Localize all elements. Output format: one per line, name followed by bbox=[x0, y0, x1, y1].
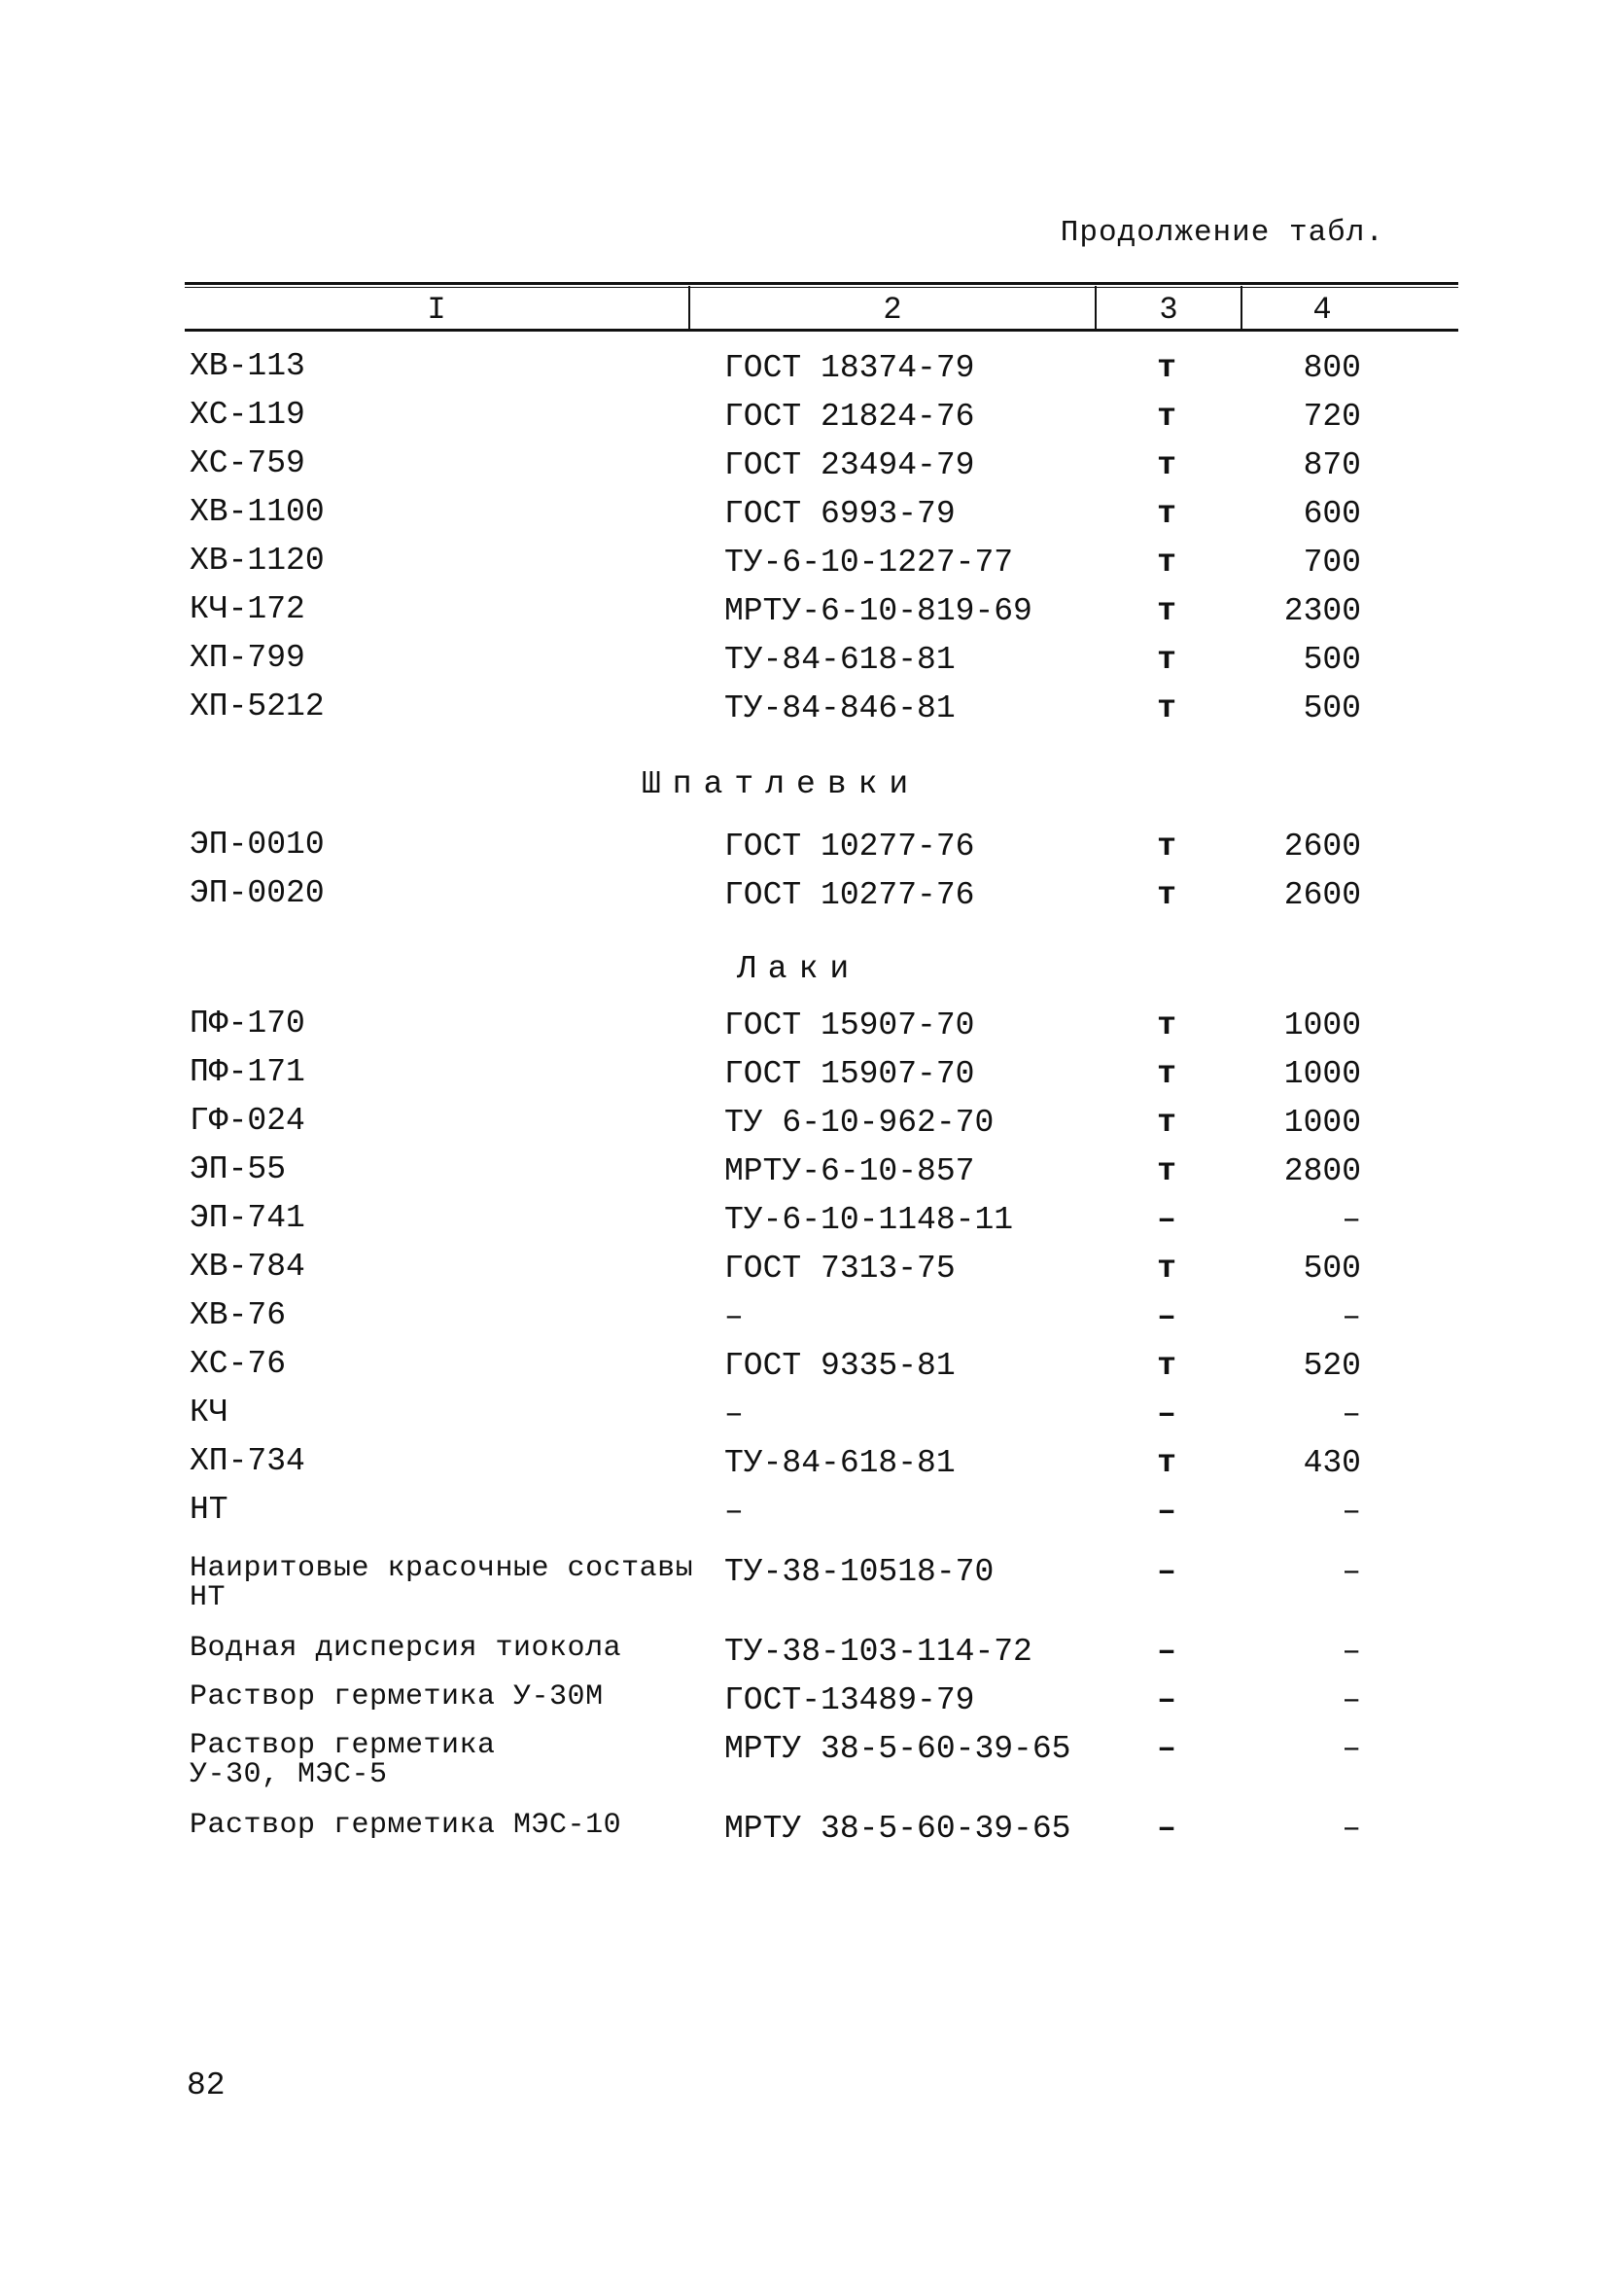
value: 1000 bbox=[1283, 1056, 1361, 1092]
unit: т bbox=[1157, 1445, 1176, 1481]
standard-doc: ТУ-6-10-1227-77 bbox=[724, 545, 1014, 581]
unit: – bbox=[1157, 1494, 1176, 1530]
unit: т bbox=[1157, 1348, 1176, 1384]
table-row bbox=[0, 1731, 1608, 1811]
value: 870 bbox=[1303, 447, 1361, 483]
product-name: Раствор герметика У-30М bbox=[190, 1680, 604, 1713]
value: 1000 bbox=[1283, 1007, 1361, 1043]
value: 520 bbox=[1303, 1348, 1361, 1384]
standard-doc: ТУ-84-618-81 bbox=[724, 642, 956, 678]
standard-doc: ГОСТ 15907-70 bbox=[724, 1056, 975, 1092]
standard-doc: ГОСТ 9335-81 bbox=[724, 1348, 956, 1384]
table-row bbox=[0, 1682, 1608, 1731]
unit: т bbox=[1157, 1153, 1176, 1189]
table-row bbox=[0, 593, 1608, 642]
product-name: Наиритовые красочные составы НТ bbox=[190, 1552, 694, 1614]
table-row bbox=[0, 1105, 1608, 1153]
product-name: ХС-759 bbox=[190, 445, 305, 481]
standard-doc: ТУ-38-10518-70 bbox=[724, 1554, 995, 1590]
product-name: КЧ bbox=[190, 1395, 228, 1431]
value: – bbox=[1342, 1494, 1361, 1530]
unit: т bbox=[1157, 1105, 1176, 1141]
table-row bbox=[0, 1202, 1608, 1251]
value: – bbox=[1342, 1554, 1361, 1590]
value: – bbox=[1342, 1396, 1361, 1432]
table-row bbox=[0, 1348, 1608, 1396]
unit: т bbox=[1157, 399, 1176, 435]
table-row bbox=[0, 829, 1608, 877]
column-header-4: 4 bbox=[1312, 292, 1332, 328]
product-name: ЭП-55 bbox=[190, 1151, 287, 1187]
standard-doc: МРТУ-6-10-857 bbox=[724, 1153, 975, 1189]
unit: – bbox=[1157, 1396, 1176, 1432]
table-row bbox=[0, 1445, 1608, 1494]
unit: – bbox=[1157, 1202, 1176, 1238]
value: 500 bbox=[1303, 690, 1361, 726]
unit: т bbox=[1157, 1251, 1176, 1287]
value: 2600 bbox=[1283, 877, 1361, 913]
product-name: ПФ-171 bbox=[190, 1054, 305, 1090]
table-row bbox=[0, 1554, 1608, 1634]
page-number: 82 bbox=[187, 2067, 226, 2103]
section-heading-varnish: Лаки bbox=[737, 951, 861, 987]
table-row bbox=[0, 1056, 1608, 1105]
unit: т bbox=[1157, 447, 1176, 483]
product-name: ХВ-1120 bbox=[190, 543, 325, 579]
unit: т bbox=[1157, 496, 1176, 532]
unit: – bbox=[1157, 1682, 1176, 1718]
column-header-1: I bbox=[427, 292, 446, 328]
unit: т bbox=[1157, 545, 1176, 581]
table-row bbox=[0, 1634, 1608, 1682]
value: 600 bbox=[1303, 496, 1361, 532]
unit: т bbox=[1157, 350, 1176, 386]
standard-doc: ГОСТ 23494-79 bbox=[724, 447, 975, 483]
standard-doc: ТУ-84-618-81 bbox=[724, 1445, 956, 1481]
continuation-heading: Продолжение табл. bbox=[1060, 216, 1384, 250]
unit: т bbox=[1157, 877, 1176, 913]
product-name: ХС-119 bbox=[190, 397, 305, 433]
standard-doc: ТУ-6-10-1148-11 bbox=[724, 1202, 1014, 1238]
value: – bbox=[1342, 1202, 1361, 1238]
product-name: ХВ-784 bbox=[190, 1249, 305, 1285]
standard-doc: – bbox=[724, 1299, 744, 1335]
standard-doc: МРТУ 38-5-60-39-65 bbox=[724, 1811, 1071, 1847]
value: – bbox=[1342, 1682, 1361, 1718]
table-row bbox=[0, 877, 1608, 926]
column-header-3: 3 bbox=[1159, 292, 1178, 328]
standard-doc: ГОСТ 10277-76 bbox=[724, 829, 975, 865]
table-row bbox=[0, 690, 1608, 739]
standard-doc: – bbox=[724, 1396, 744, 1432]
table-row bbox=[0, 350, 1608, 399]
table-row bbox=[0, 447, 1608, 496]
standard-doc: ГОСТ 6993-79 bbox=[724, 496, 956, 532]
standard-doc: МРТУ 38-5-60-39-65 bbox=[724, 1731, 1071, 1767]
value: – bbox=[1342, 1634, 1361, 1670]
table-header-bottom-rule bbox=[185, 329, 1458, 332]
section-heading-putty: Шпатлевки bbox=[642, 766, 921, 802]
unit: – bbox=[1157, 1811, 1176, 1847]
value: 500 bbox=[1303, 1251, 1361, 1287]
standard-doc: ГОСТ 7313-75 bbox=[724, 1251, 956, 1287]
product-name: ХП-799 bbox=[190, 640, 305, 676]
table-row bbox=[0, 1299, 1608, 1348]
standard-doc: МРТУ-6-10-819-69 bbox=[724, 593, 1032, 629]
product-name: ЭП-0010 bbox=[190, 827, 325, 863]
unit: – bbox=[1157, 1634, 1176, 1670]
table-row bbox=[0, 545, 1608, 593]
standard-doc: ТУ-84-846-81 bbox=[724, 690, 956, 726]
unit: – bbox=[1157, 1554, 1176, 1590]
value: 700 bbox=[1303, 545, 1361, 581]
standard-doc: ТУ 6-10-962-70 bbox=[724, 1105, 995, 1141]
product-name: ЭП-0020 bbox=[190, 875, 325, 911]
product-name: Раствор герметика МЭС-10 bbox=[190, 1809, 622, 1842]
column-header-2: 2 bbox=[883, 292, 902, 328]
table-row bbox=[0, 642, 1608, 690]
product-name: ЭП-741 bbox=[190, 1200, 305, 1236]
product-name: Водная дисперсия тиокола bbox=[190, 1632, 622, 1665]
product-name: ХВ-1100 bbox=[190, 494, 325, 530]
value: 430 bbox=[1303, 1445, 1361, 1481]
table-row bbox=[0, 399, 1608, 447]
value: 720 bbox=[1303, 399, 1361, 435]
table-top-rule bbox=[185, 282, 1458, 285]
unit: т bbox=[1157, 690, 1176, 726]
value: 800 bbox=[1303, 350, 1361, 386]
table-row bbox=[0, 496, 1608, 545]
product-name: Раствор герметика У-30, МЭС-5 bbox=[190, 1729, 496, 1791]
value: – bbox=[1342, 1299, 1361, 1335]
product-name: ХП-5212 bbox=[190, 689, 325, 724]
value: 1000 bbox=[1283, 1105, 1361, 1141]
product-name: ХВ-76 bbox=[190, 1297, 287, 1333]
product-name: ХП-734 bbox=[190, 1443, 305, 1479]
unit: – bbox=[1157, 1299, 1176, 1335]
product-name: КЧ-172 bbox=[190, 591, 305, 627]
table-row bbox=[0, 1494, 1608, 1542]
unit: т bbox=[1157, 642, 1176, 678]
standard-doc: ГОСТ 15907-70 bbox=[724, 1007, 975, 1043]
table-top-rule-thin bbox=[185, 287, 1458, 288]
value: 500 bbox=[1303, 642, 1361, 678]
table-row bbox=[0, 1396, 1608, 1445]
standard-doc: ГОСТ 21824-76 bbox=[724, 399, 975, 435]
table-row bbox=[0, 1251, 1608, 1299]
standard-doc: ГОСТ 10277-76 bbox=[724, 877, 975, 913]
product-name: ПФ-170 bbox=[190, 1006, 305, 1042]
table-body bbox=[0, 350, 1608, 1859]
product-name: ГФ-024 bbox=[190, 1103, 305, 1139]
product-name: ХС-76 bbox=[190, 1346, 287, 1382]
value: – bbox=[1342, 1811, 1361, 1847]
unit: т bbox=[1157, 593, 1176, 629]
unit: – bbox=[1157, 1731, 1176, 1767]
value: 2600 bbox=[1283, 829, 1361, 865]
standard-doc: – bbox=[724, 1494, 744, 1530]
product-name: ХВ-113 bbox=[190, 348, 305, 384]
value: 2300 bbox=[1283, 593, 1361, 629]
standard-doc: ГОСТ 18374-79 bbox=[724, 350, 975, 386]
unit: т bbox=[1157, 1056, 1176, 1092]
standard-doc: ГОСТ-13489-79 bbox=[724, 1682, 975, 1718]
value: 2800 bbox=[1283, 1153, 1361, 1189]
table-row bbox=[0, 1153, 1608, 1202]
unit: т bbox=[1157, 1007, 1176, 1043]
table-row bbox=[0, 1811, 1608, 1859]
unit: т bbox=[1157, 829, 1176, 865]
product-name: НТ bbox=[190, 1492, 228, 1528]
table-row bbox=[0, 1007, 1608, 1056]
value: – bbox=[1342, 1731, 1361, 1767]
standard-doc: ТУ-38-103-114-72 bbox=[724, 1634, 1032, 1670]
